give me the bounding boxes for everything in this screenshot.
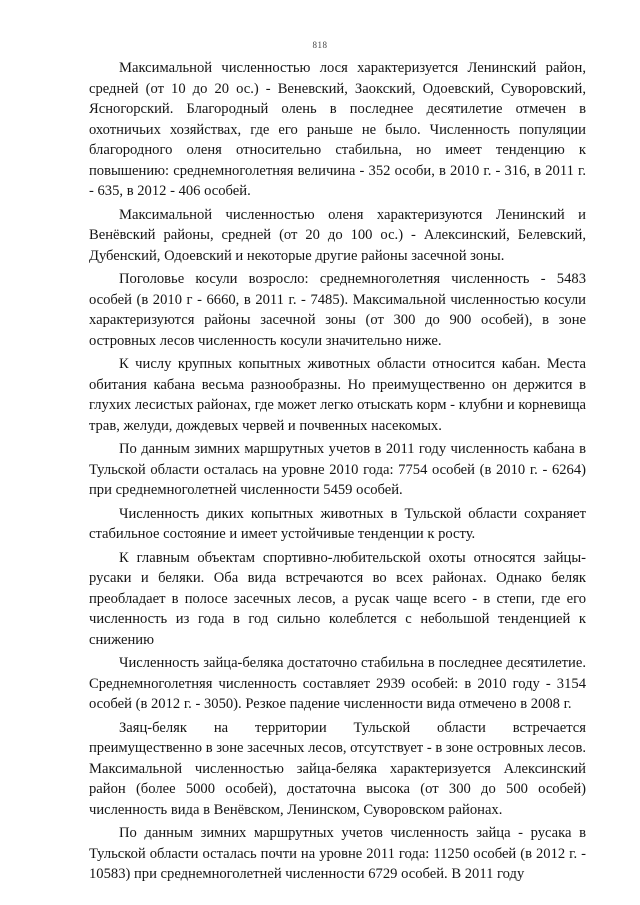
body-text (89, 58, 586, 885)
paragraph-deer-districts: Максимальной численностью оленя характеризуются Ленинский и Венёвский районы, средней (от 20 до 100 ос.) - Алексинский, Белевский, Дубенский, Одоевский и некоторые другие районы засечной зоны. (89, 206, 586, 264)
paragraph-mountain-hare-count: Численность зайца-беляка достаточно стабильна в последнее десятилетие. Среднемноголетняя численность составляет 2939 особей: в 2010 году - 3154 особей (в 2012 г. - 3050). Резкое падение численности вида отмечено в 2008 г. (89, 655, 586, 712)
paragraph-ungulates-summary: Численность диких копытных животных в Тульской области сохраняет стабильное состояние и имеет устойчивые тенденции к росту. (89, 505, 586, 542)
paragraph-elk: Максимальной численностью лося характеризуется Ленинский район, средней (от 10 до 20 ос.) - Веневский, Заокский, Одоевский, Суворовский, Ясногорский. Благородный олень в последнее десятилетие отмечен в охотничьих хозяйствах, где его раньше не было. Численность популяции благородного оленя относительно стабильна, но имеет тенденцию к повышению: среднемноголетняя величина - 352 особи, в 2010 г. - 316, в 2011 г. - 635, в 2012 - 406 особей. (89, 60, 586, 199)
paragraph-roe-deer: Поголовье косули возросло: среднемноголетняя численность - 5483 особей (в 2010 г - 6660, в 2011 г. - 7485). Максимальной численностью косули характеризуются районы засечной зоны (от 300 до 900 особей), в зоне островных лесов численность косули значительно ниже. (89, 271, 586, 349)
paragraph-mountain-hare-range: Заяц-беляк на территории Тульской области встречается преимущественно в зоне засечных лесов, отсутствует - в зоне островных лесов. Максимальной численностью зайца-беляка характеризуется Алексинский район (более 5000 особей), достаточна высока (от 300 до 500 особей) численность вида в Венёвском, Ленинском, Суворовском районах. (89, 719, 586, 818)
paragraph-brown-hare-census: По данным зимних маршрутных учетов численность зайца - русака в Тульской области осталась почти на уровне 2011 года: 11250 особей (в 2012 г. - 10583) при среднемноголетней численности 6729 особей. В 2011 году (89, 825, 586, 882)
paragraph-hares: К главным объектам спортивно-любительской охоты относятся зайцы-русаки и беляки. Оба вида встречаются во всех районах. Однако беляк преобладает в полосе засечных лесов, а русак чаще всего - в степи, где его численность из года в год сильно колеблется с небольшой тенденцией к снижению (89, 549, 586, 648)
paragraph-wild-boar-census: По данным зимних маршрутных учетов в 2011 году численность кабана в Тульской области осталась на уровне 2010 года: 7754 особей (в 2010 г. - 6264) при среднемноголетней численности 5459 особей. (89, 441, 586, 498)
paragraph-wild-boar: К числу крупных копытных животных области относится кабан. Места обитания кабана весьма разнообразны. Но преимущественно он держится в глухих лесистых районах, где может легко отыскать корм - клубни и корневища трав, желуди, дождевых червей и почвенных насекомых. (89, 356, 586, 434)
page-number: 818 (312, 40, 328, 50)
